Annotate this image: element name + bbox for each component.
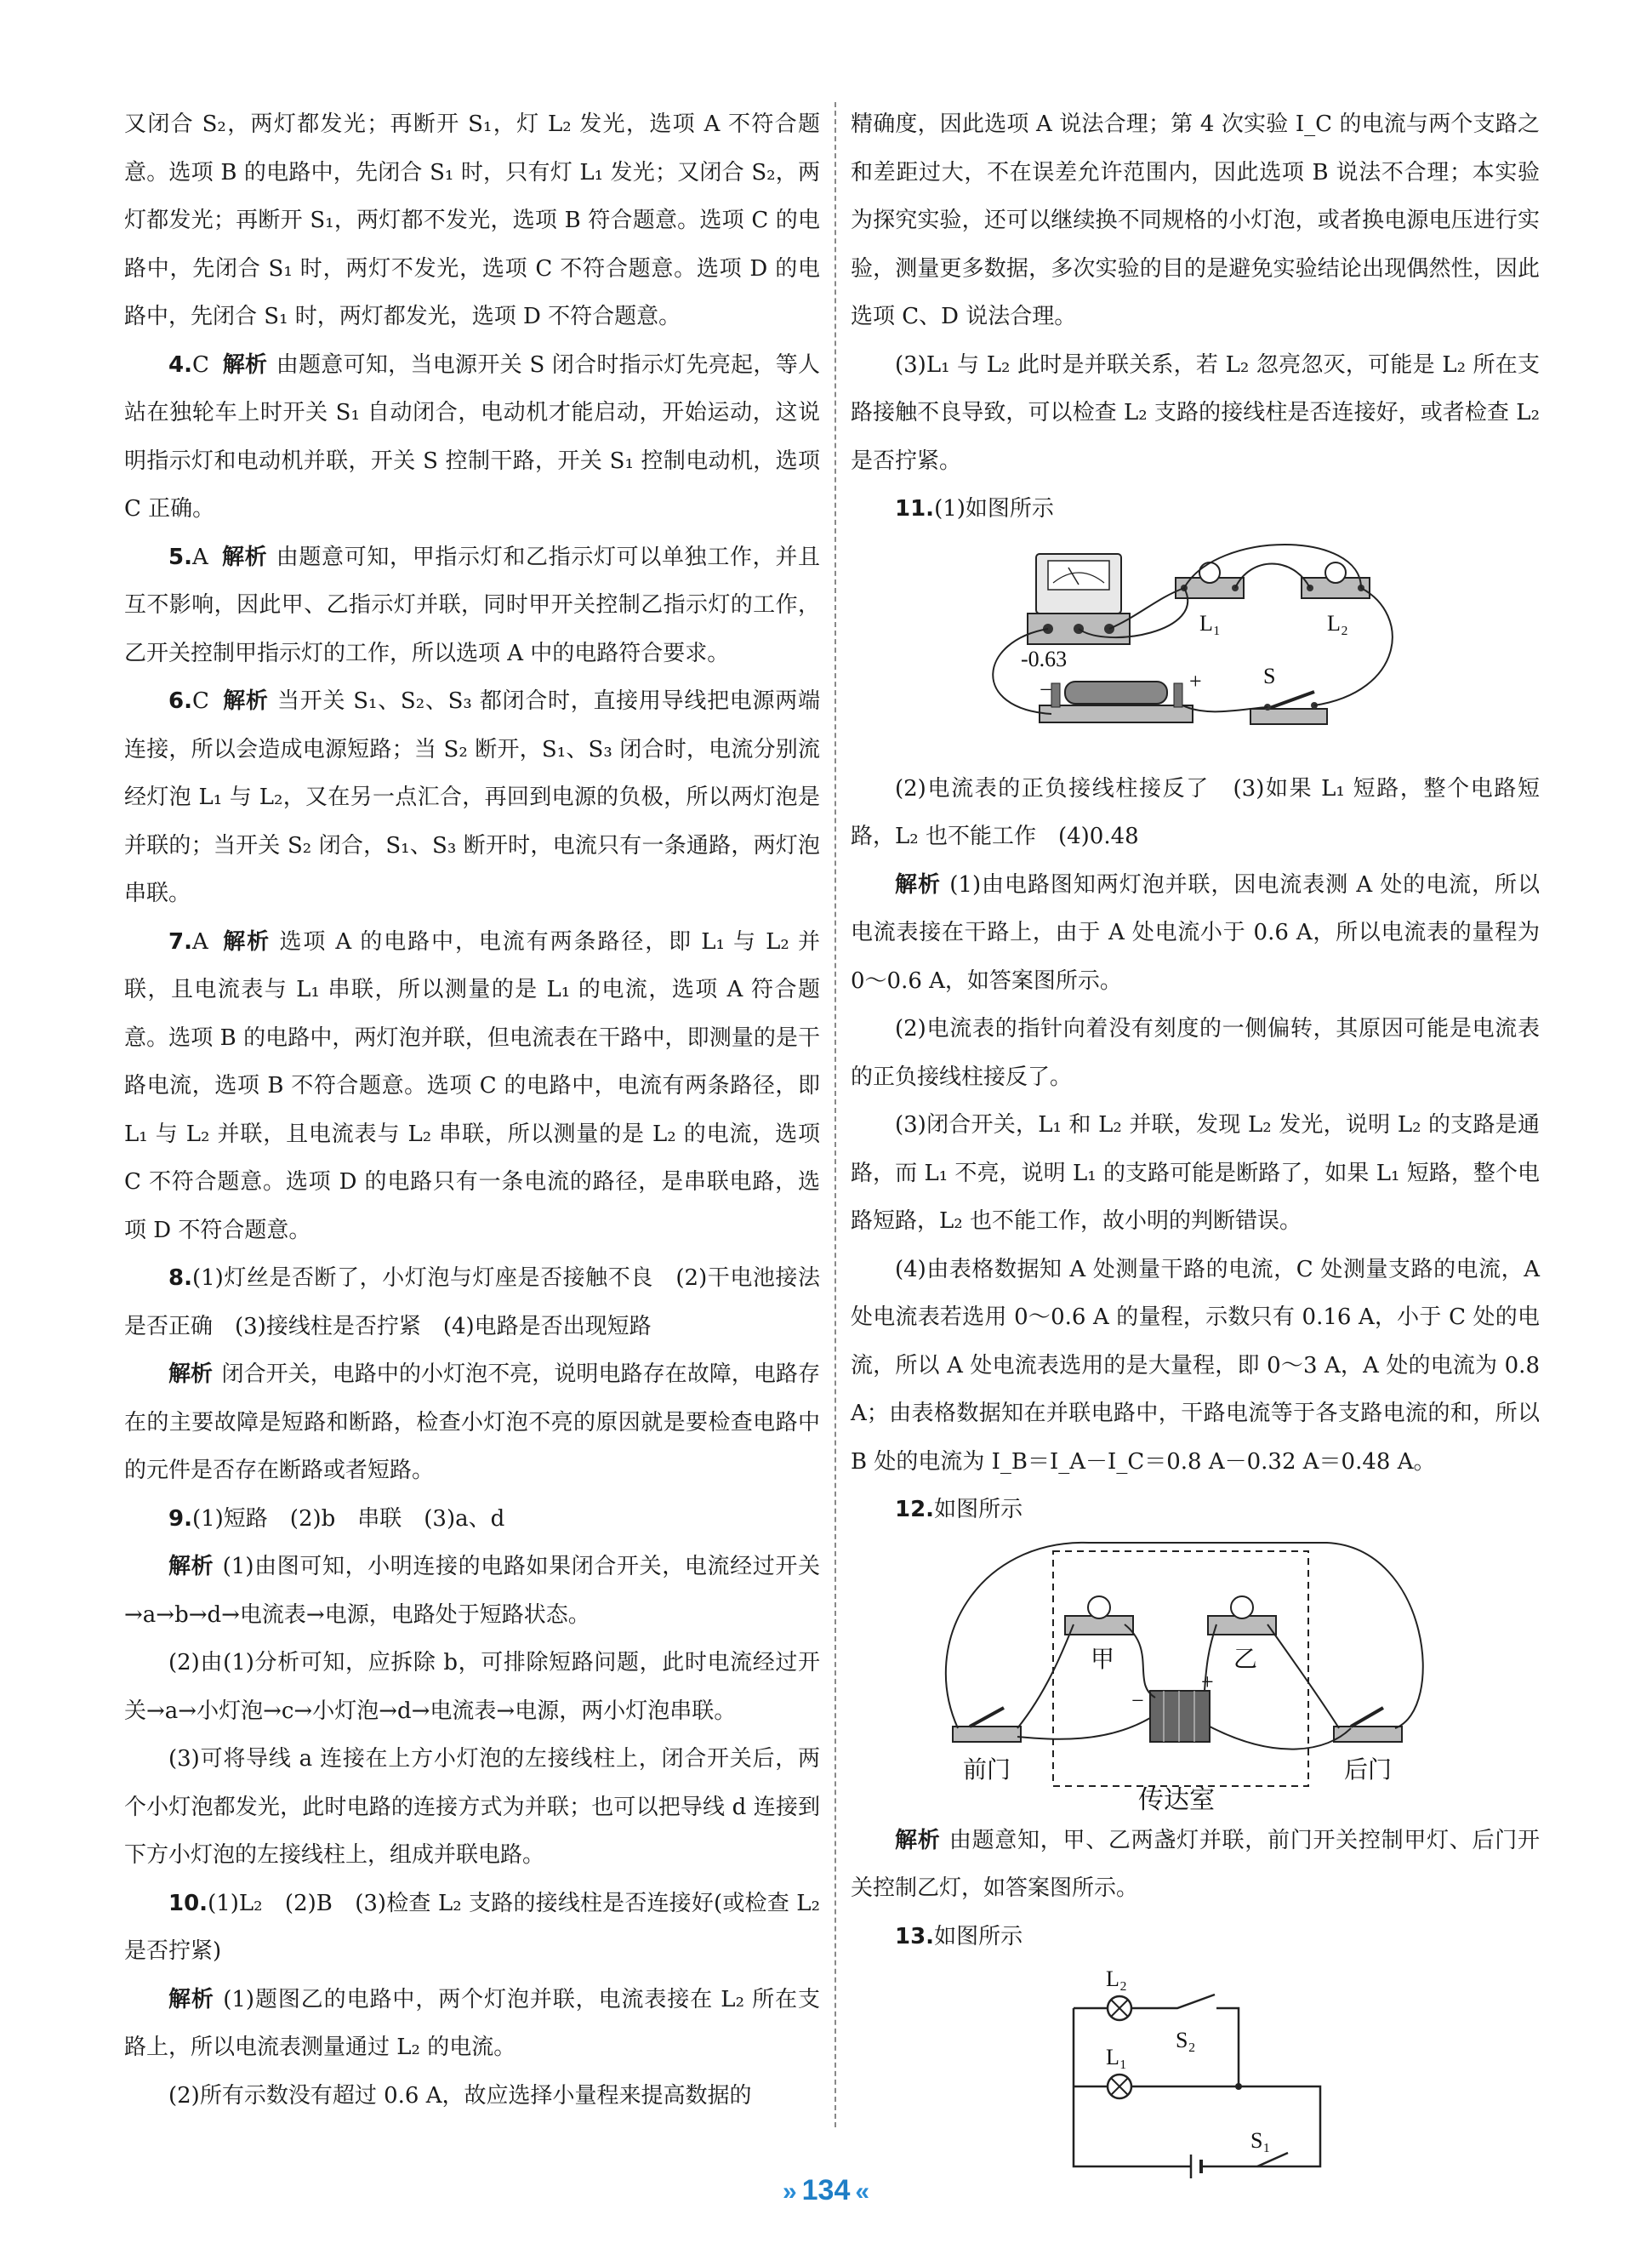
q11-analysis-block [851, 861, 1540, 1006]
q10-continuation: 精确度，因此选项 A 说法合理；第 4 次实验 I_C 的电流与两个支路之和差距过大，不在误差允许范围内，因此选项 B 说法不合理；本实验为探究实验，还可以继续换不同规格的小灯泡，或者换电源电压进行实验，测量更多数据，多次实验的目的是避免实验结论出现偶然性，因此选项 C、D 说法合理。 [851, 111, 1540, 329]
q12-circuit-figure [851, 1539, 1540, 1812]
q11-answers-2-4: (2)电流表的正负接线柱接反了 (3)如果 L₁ 短路，整个电路短路，L₂ 也不能工作 (4)0.48 [851, 775, 1540, 849]
q9-analysis-block [124, 1543, 820, 1639]
q12-answer: 如图所示 [934, 1497, 1023, 1522]
q11-analysis-p3: (3)闭合开关，L₁ 和 L₂ 并联，发现 L₂ 发光，说明 L₂ 的支路是通路，而 L₁ 不亮，说明 L₁ 的支路可能是断路了，如果 L₁ 短路，整个电路短路，L₂ 也不能工作，故小明的判断错误。 [851, 1112, 1540, 1234]
q11-analysis: (1)由电路图知两灯泡并联，因电流表测 A 处的电流，所以电流表接在干路上，由于 A 处电流小于 0.6 A，所以电流表的量程为 0～0.6 A，如答案图所示。 [851, 871, 1540, 994]
page-number [0, 2174, 1652, 2207]
q4-answer: C [191, 351, 209, 378]
s2-label: S₂ [1176, 2028, 1196, 2052]
q12-head [851, 1486, 1540, 1534]
q10-answer: (1)L₂ (2)B (3)检查 L₂ 支路的接线柱是否连接好(或检查 L₂ 是否拧紧) [124, 1890, 820, 1964]
q7-analysis-tag: 解析 [221, 928, 271, 955]
q11-analysis-p2: (2)电流表的指针向着没有刻度的一侧偏转，其原因可能是电流表的正负接线柱接反了。 [851, 1016, 1540, 1090]
battery-minus-label: − [1040, 676, 1052, 702]
q13-answer: 如图所示 [934, 1923, 1023, 1949]
q12-analysis-tag: 解析 [895, 1827, 941, 1853]
meter-range-label: -0.63 [1021, 646, 1068, 671]
q11-head [851, 485, 1540, 534]
q4-number: 4. [168, 351, 192, 378]
q8-number: 8. [168, 1265, 192, 1291]
q10-analysis: (1)题图乙的电路中，两个灯泡并联，电流表接在 L₂ 所在支路上，所以电流表测量通过 L₂ 的电流。 [124, 1986, 820, 2060]
q12-analysis-block [851, 1817, 1540, 1913]
q6-answer: C [191, 688, 209, 714]
q9-analysis: (1)由图可知，小明连接的电路如果闭合开关，电流经过开关→a→b→d→电流表→电源，电路处于短路状态。 [124, 1554, 820, 1628]
q5-analysis: 由题意可知，甲指示灯和乙指示灯可以单独工作，并且互不影响，因此甲、乙指示灯并联，同时甲开关控制乙指示灯的工作，乙开关控制甲指示灯的工作，所以选项 A 中的电路符合要求。 [124, 544, 820, 666]
battery-icon [1150, 1691, 1210, 1742]
q13-number: 13. [895, 1923, 935, 1949]
q9-analysis-tag: 解析 [168, 1554, 214, 1579]
q8-analysis-block [124, 1350, 820, 1495]
q10-analysis-tag: 解析 [168, 1986, 214, 2012]
q11-answer-1: (1)如图所示 [934, 496, 1054, 522]
yi-label: 乙 [1233, 1646, 1258, 1673]
q10-analysis-block [124, 1976, 820, 2072]
switch-label: S [1263, 663, 1276, 688]
q8-analysis-tag: 解析 [168, 1361, 214, 1387]
q9-analysis-p3: (3)可将导线 a 连接在上方小灯泡的左接线柱上，闭合开关后，两个小灯泡都发光，此时电路的连接方式为并联；也可以把导线 d 连接到下方小灯泡的左接线柱上，组成并联电路。 [124, 1746, 820, 1868]
q13-circuit-diagram [851, 1966, 1540, 2178]
lamp-jia-icon [1065, 1596, 1133, 1635]
q9-number: 9. [168, 1505, 192, 1532]
q6-block [124, 677, 820, 918]
battery-minus-label: − [1131, 1687, 1144, 1713]
q11-analysis-p4: (4)由表格数据知 A 处测量干路的电流，C 处测量支路的电流，A 处电流表若选用 0～0.6 A 的量程，示数只有 0.16 A，小于 C 处的电流，所以 A 处电流表选用的是大量程，即 0～3 A，A 处的电流为 0.8 A；由表格数据知在并联电路中，干路电流等于各支路电流的和，所以 B 处的电流为 I_B＝I_A－I_C＝0.8 A－0.32 A＝0.48 A。 [851, 1256, 1540, 1475]
guard-room-label: 传达室 [1138, 1785, 1215, 1812]
l2-label: L₂ [1327, 610, 1348, 636]
q13-head [851, 1913, 1540, 1961]
q9-answer: (1)短路 (2)b 串联 (3)a、d [191, 1505, 505, 1532]
q5-answer: A [191, 544, 208, 570]
s1-label: S₁ [1250, 2128, 1271, 2153]
q7-block [124, 918, 820, 1255]
l2-label: L₂ [1106, 1966, 1127, 1991]
q5-block [124, 534, 820, 678]
left-column [124, 100, 820, 2120]
column-divider [835, 102, 836, 2127]
q8-answer-block [124, 1254, 820, 1350]
battery-icon [1040, 682, 1193, 722]
q12-number: 12. [895, 1497, 935, 1522]
q7-answer: A [191, 928, 208, 955]
q8-answer: (1)灯丝是否断了，小灯泡与灯座是否接触不良 (2)干电池接法是否正确 (3)接线柱是否拧紧 (4)电路是否出现短路 [124, 1265, 820, 1339]
right-column [851, 100, 1540, 2183]
q10-answer-block [124, 1880, 820, 1976]
lamp-l2-symbol [1108, 1996, 1131, 2020]
front-door-label: 前门 [963, 1756, 1011, 1784]
q4-block [124, 341, 820, 534]
back-door-switch-icon [1334, 1708, 1402, 1742]
q10-analysis-p3: (3)L₁ 与 L₂ 此时是并联关系，若 L₂ 忽亮忽灭，可能是 L₂ 所在支路接触不良导致，可以检查 L₂ 支路的接线柱是否连接好，或者检查 L₂ 是否拧紧。 [851, 351, 1540, 474]
lamp-yi-icon [1208, 1596, 1276, 1635]
lamp-l1-symbol [1108, 2075, 1131, 2098]
q10-number: 10. [168, 1890, 208, 1916]
battery-plus-label: + [1189, 668, 1202, 693]
l1-label: L₁ [1199, 610, 1221, 636]
q6-number: 6. [168, 688, 192, 714]
q9-analysis-p2: (2)由(1)分析可知，应拆除 b，可排除短路问题，此时电流经过开关→a→小灯泡→c→小灯泡→d→电流表→电源，两小灯泡串联。 [124, 1650, 820, 1724]
back-door-label: 后门 [1344, 1756, 1393, 1784]
q4-analysis: 由题意可知，当电源开关 S 闭合时指示灯先亮起，等人站在独轮车上时开关 S₁ 自动闭合，电动机才能启动，开始运动，这说明指示灯和电动机并联，开关 S 控制干路，开关 S₁ 控制电动机，选项 C 正确。 [124, 351, 820, 522]
q6-analysis: 当开关 S₁、S₂、S₃ 都闭合时，直接用导线把电源两端连接，所以会造成电源短路；当 S₂ 断开，S₁、S₃ 闭合时，电流分别流经灯泡 L₁ 与 L₂，又在另一点汇合，再回到电源的负极，所以两灯泡是并联的；当开关 S₂ 闭合，S₁、S₃ 断开时，电流只有一条通路，两灯泡串联。 [124, 688, 820, 906]
q4-analysis-tag: 解析 [222, 351, 268, 378]
page-number-value: 134 [801, 2174, 851, 2206]
q5-number: 5. [168, 544, 192, 570]
q7-number: 7. [168, 928, 192, 955]
chevron-right-icon: » [782, 2178, 797, 2206]
q8-analysis: 闭合开关，电路中的小灯泡不亮，说明电路存在故障，电路存在的主要故障是短路和断路，检查小灯泡不亮的原因就是要检查电路中的元件是否存在断路或者短路。 [124, 1361, 820, 1483]
l1-label: L₁ [1106, 2045, 1127, 2069]
switch-s1-symbol [1235, 2083, 1288, 2166]
q11-circuit-figure [851, 539, 1540, 760]
front-door-switch-icon [953, 1708, 1021, 1742]
q7-analysis: 选项 A 的电路中，电流有两条路径，即 L₁ 与 L₂ 并联，且电流表与 L₁ 串联，所以测量的是 L₁ 的电流，选项 A 符合题意。选项 B 的电路中，两灯泡并联，但电流表在干路中，即测量的是干路电流，选项 B 不符合题意。选项 C 的电路中，电流有两条路径，即 L₁ 与 L₂ 并联，且电流表与 L₂ 串联，所以测量的是 L₂ 的电流，选项 C 不符合题意。选项 D 的电路只有一条电流的路径，是串联电路，选项 D 不符合题意。 [124, 928, 820, 1243]
q11-number: 11. [895, 496, 935, 522]
battery-plus-label: + [1201, 1669, 1214, 1694]
q10-analysis-p2: (2)所有示数没有超过 0.6 A，故应选择小量程来提高数据的 [168, 2082, 752, 2109]
q11-analysis-tag: 解析 [895, 871, 941, 898]
q9-answer-block [124, 1495, 820, 1544]
intro-paragraph: 又闭合 S₂，两灯都发光；再断开 S₁，灯 L₂ 发光，选项 A 不符合题意。选项 B 的电路中，先闭合 S₁ 时，只有灯 L₁ 发光；又闭合 S₂，两灯都发光；再断开 S₁，两灯都不发光，选项 B 符合题意。选项 C 的电路中，先闭合 S₁ 时，两灯不发光，选项 C 不符合题意。选项 D 的电路中，先闭合 S₁ 时，两灯都发光，选项 D 不符合题意。 [124, 111, 820, 329]
jia-label: 甲 [1091, 1646, 1115, 1673]
chevron-left-icon: « [855, 2178, 870, 2206]
q5-analysis-tag: 解析 [221, 544, 268, 570]
q12-analysis: 由题意知，甲、乙两盏灯并联，前门开关控制甲灯、后门开关控制乙灯，如答案图所示。 [851, 1827, 1540, 1901]
q6-analysis-tag: 解析 [222, 688, 269, 714]
